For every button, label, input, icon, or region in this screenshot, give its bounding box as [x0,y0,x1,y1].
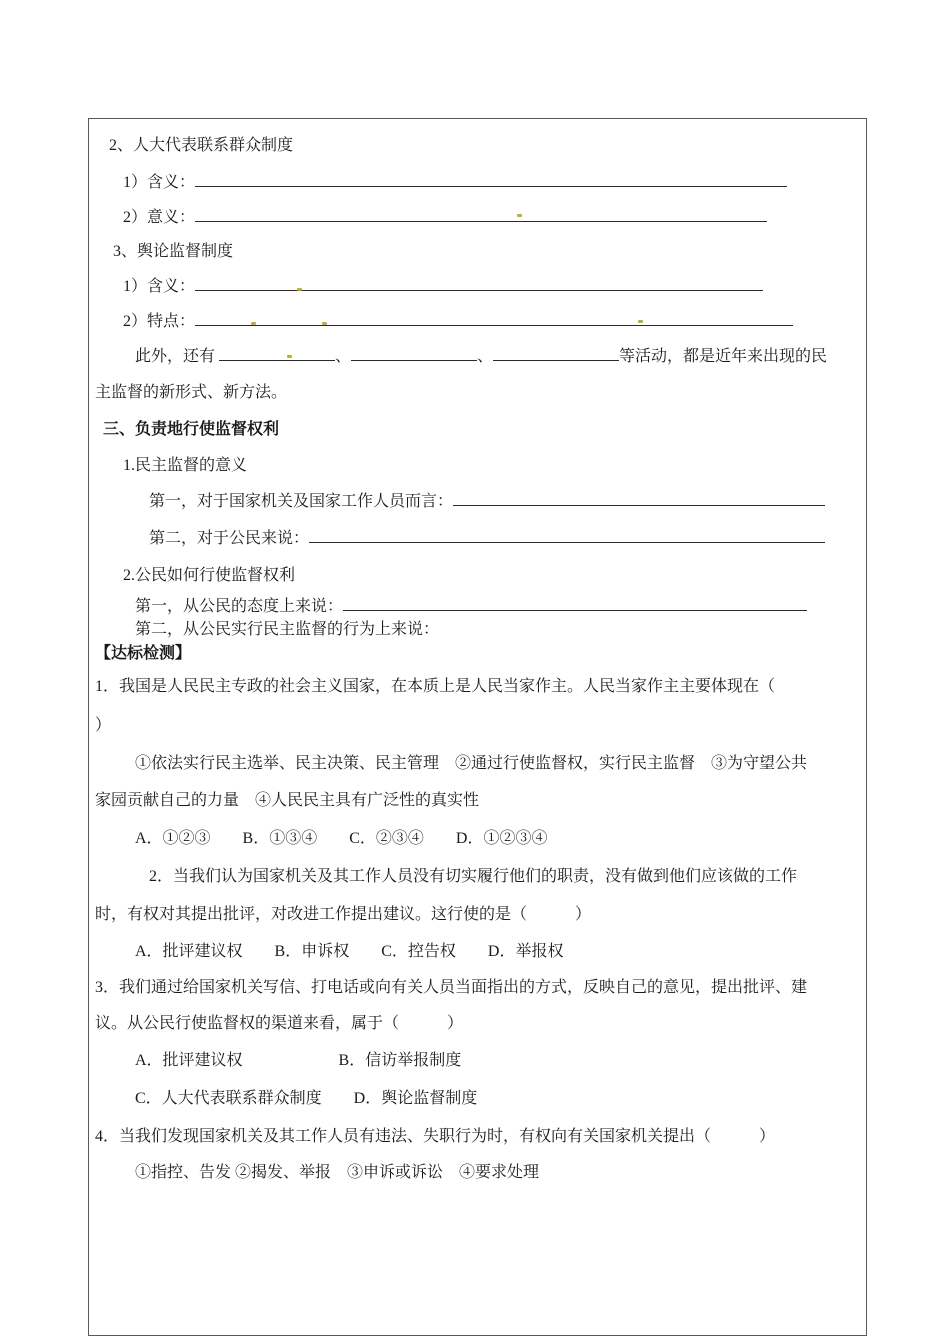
line-text: 2．当我们认为国家机关及其工作人员没有切实履行他们的职责，没有做到他们应该做的工作 [149,868,798,885]
line-text: 、 [335,348,352,365]
line-text: 主监督的新形式、新方法。 [95,384,288,401]
ink-speck [297,288,302,291]
line-other-forms-cont [95,374,860,412]
line-text: 1）含义： [123,278,196,295]
ink-speck [517,214,522,217]
line-text: C．人大代表联系群众制度 D．舆论监督制度 [135,1090,478,1107]
line-yulun-features [95,304,860,339]
fill-in-blank [343,594,807,611]
line-sub-2-how [95,557,860,594]
line-text: 此外，还有 [135,348,220,365]
line-text: 第一，从公民的态度上来说： [135,598,344,615]
line-renda-meaning [95,164,860,201]
line-q1-choices [95,820,860,858]
line-text: 1.民主监督的意义 [123,457,248,474]
line-q3-stem-cont [95,1005,860,1042]
line-text: 第二，从公民实行民主监督的行为上来说： [135,621,440,638]
ink-speck [322,322,327,325]
line-text: 、 [477,348,494,365]
line-text: 第二，对于公民来说： [149,530,310,547]
line-q4-options-numbered [95,1155,860,1191]
line-renda-significance [95,201,860,235]
worksheet-frame [88,118,867,1336]
fill-in-blank [493,344,619,361]
line-text: 4．当我们发现国家机关及其工作人员有违法、失职行为时，有权向有关国家机关提出（ ） [95,1128,776,1145]
line-q1-options-numbered-cont [95,782,860,820]
line-heading-section-3 [95,412,860,448]
line-q1-stem [95,667,860,707]
fill-in-blank [351,344,477,361]
line-q1-stem-cont [95,707,860,745]
line-text: 议。从公民行使监督权的渠道来看，属于（ ） [95,1015,464,1032]
line-text: 【达标检测】 [95,645,192,662]
line-text: A．批评建议权 B．信访举报制度 [135,1052,462,1069]
line-heading-2-renda-system [95,127,860,164]
line-q3-stem [95,970,860,1005]
line-how-second [95,618,860,641]
line-text: 2）意义： [123,209,196,226]
line-text: 家园贡献自己的力量 ④人民民主具有广泛性的真实性 [95,792,480,809]
line-text: 3、舆论监督制度 [109,243,234,260]
worksheet-lines [95,127,860,1191]
line-q2-stem [95,858,860,896]
ink-speck [287,355,292,358]
line-text: 第一，对于国家机关及国家工作人员而言： [149,493,454,510]
fill-in-blank [453,489,825,506]
line-significance-second [95,520,860,557]
line-q2-stem-cont [95,896,860,933]
line-q4-stem [95,1118,860,1155]
line-heading-3-yulun-system [95,235,860,269]
line-text: A．①②③ B．①③④ C．②③④ D．①②③④ [135,830,548,847]
line-q3-choices-ab [95,1042,860,1080]
ink-speck [251,322,256,325]
line-text: 2）特点： [123,313,196,330]
fill-in-blank [219,344,335,361]
line-yulun-meaning [95,269,860,304]
line-significance-first [95,483,860,520]
line-q1-options-numbered [95,745,860,782]
line-how-first [95,594,860,618]
line-text: 等活动，都是近年来出现的民 [619,348,828,365]
line-text: ） [95,717,112,734]
fill-in-blank [195,309,793,326]
fill-in-blank [195,205,767,222]
line-text: 2.公民如何行使监督权利 [123,567,296,584]
fill-in-blank [195,274,763,291]
line-q2-choices [95,933,860,970]
ink-speck [638,320,643,323]
line-text: 1．我国是人民民主专政的社会主义国家，在本质上是人民当家作主。人民当家作主主要体现在（ [95,678,776,695]
line-text: 3．我们通过给国家机关写信、打电话或向有关人员当面指出的方式，反映自己的意见，提出批评、建 [95,979,808,996]
line-text: 2、人大代表联系群众制度 [109,137,294,154]
line-text: 三、负责地行使监督权利 [103,421,280,438]
line-text: ①依法实行民主选举、民主决策、民主管理 ②通过行使监督权，实行民主监督 ③为守望公共 [135,755,808,772]
line-text: 1）含义： [123,174,196,191]
fill-in-blank [195,170,787,187]
line-text: 时，有权对其提出批评，对改进工作提出建议。这行使的是（ ） [95,906,592,923]
line-text: ①指控、告发 ②揭发、举报 ③申诉或诉讼 ④要求处理 [135,1164,540,1181]
line-other-forms [95,339,860,374]
line-heading-dabiao-jiance [95,641,860,667]
line-q3-choices-cd [95,1080,860,1118]
line-sub-1-significance [95,448,860,483]
line-text: A．批评建议权 B．申诉权 C．控告权 D．举报权 [135,943,564,960]
fill-in-blank [309,526,825,543]
